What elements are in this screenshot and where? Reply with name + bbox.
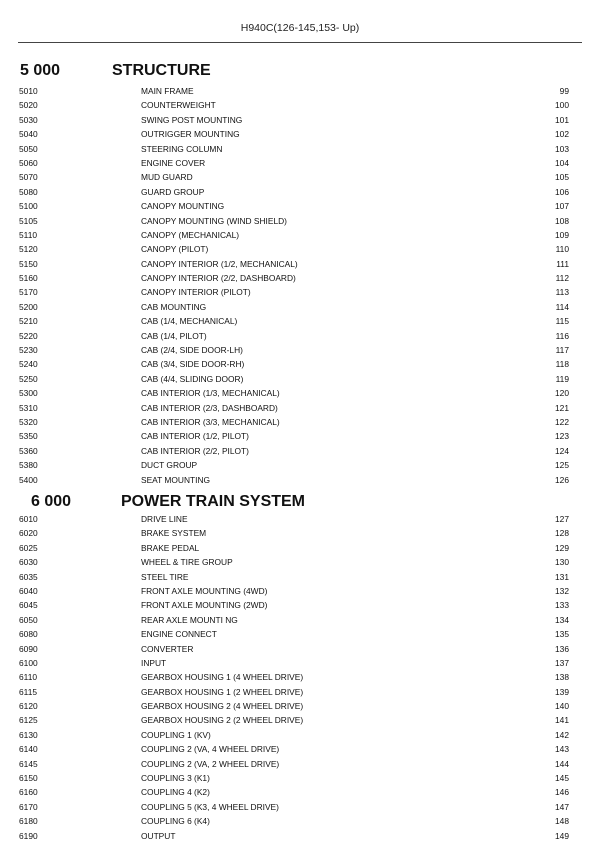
entry-title: GEARBOX HOUSING 2 (4 WHEEL DRIVE) — [141, 701, 304, 712]
toc-entry — [0, 113, 600, 127]
section-entries-power-train — [0, 512, 600, 843]
entry-code: 5360 — [19, 445, 38, 456]
toc-entry — [0, 285, 600, 299]
entry-title: COUPLING 1 (KV) — [141, 729, 211, 740]
section-heading-power-train — [0, 493, 600, 513]
entry-page-number: 132 — [555, 585, 569, 596]
entry-page-number: 116 — [555, 330, 569, 341]
entry-page-number: 148 — [555, 816, 569, 827]
document-title: H940C(126-145,153- Up) — [240, 22, 360, 34]
toc-entry — [0, 214, 600, 228]
entry-code: 5380 — [19, 460, 38, 471]
toc-entry — [0, 728, 600, 742]
toc-entry — [0, 757, 600, 771]
entry-title: REAR AXLE MOUNTI NG — [141, 614, 238, 625]
entry-code: 5170 — [19, 287, 38, 298]
entry-code: 5070 — [19, 172, 38, 183]
entry-title: COUPLING 2 (VA, 2 WHEEL DRIVE) — [141, 758, 280, 769]
entry-code: 6170 — [19, 801, 38, 812]
toc-entry — [0, 670, 600, 684]
entry-code: 6180 — [19, 816, 38, 827]
entry-title: CAB INTERIOR (2/2, PILOT) — [141, 445, 249, 456]
section-number: 6 000 — [31, 493, 72, 510]
entry-page-number: 130 — [555, 557, 569, 568]
toc-entry — [0, 771, 600, 785]
entry-page-number: 99 — [559, 86, 569, 96]
entry-title: COUNTERWEIGHT — [141, 100, 216, 111]
entry-page-number: 125 — [555, 460, 569, 471]
entry-code: 5210 — [19, 316, 38, 327]
toc-entry — [0, 170, 600, 184]
toc-entry — [0, 699, 600, 713]
entry-page-number: 101 — [555, 114, 569, 125]
toc-entry — [0, 142, 600, 156]
toc-entry — [0, 415, 600, 429]
entry-code: 5060 — [19, 157, 38, 168]
entry-title: COUPLING 5 (K3, 4 WHEEL DRIVE) — [141, 801, 279, 812]
entry-code: 5310 — [19, 402, 38, 413]
entry-title: FRONT AXLE MOUNTING (2WD) — [141, 600, 268, 611]
section-entries-structure — [0, 84, 600, 487]
toc-entry — [0, 742, 600, 756]
entry-code: 5320 — [19, 416, 38, 427]
entry-title: STEERING COLUMN — [141, 143, 223, 154]
entry-title: CAB (1/4, MECHANICAL) — [141, 316, 238, 327]
toc-entry — [0, 271, 600, 285]
entry-title: INPUT — [141, 657, 167, 668]
entry-title: MAIN FRAME — [141, 86, 194, 96]
entry-page-number: 104 — [555, 157, 569, 168]
toc-entry — [0, 613, 600, 627]
entry-code: 5230 — [19, 345, 38, 356]
entry-code: 6045 — [19, 600, 38, 611]
entry-page-number: 135 — [555, 629, 569, 640]
toc-entry — [0, 555, 600, 569]
entry-code: 6010 — [19, 514, 38, 524]
toc-entry — [0, 401, 600, 415]
entry-page-number: 106 — [555, 186, 569, 197]
entry-title: SEAT MOUNTING — [141, 474, 211, 485]
entry-page-number: 140 — [555, 701, 569, 712]
entry-code: 6035 — [19, 571, 38, 582]
entry-code: 5120 — [19, 244, 38, 255]
entry-page-number: 103 — [555, 143, 569, 154]
entry-page-number: 131 — [555, 571, 569, 582]
entry-code: 6100 — [19, 657, 38, 668]
entry-code: 6140 — [19, 744, 38, 755]
toc-entry — [0, 242, 600, 256]
entry-title: CAB INTERIOR (1/2, PILOT) — [141, 431, 249, 442]
entry-code: 6190 — [19, 830, 38, 841]
toc-entry — [0, 372, 600, 386]
toc-entry — [0, 685, 600, 699]
entry-page-number: 142 — [555, 729, 569, 740]
entry-page-number: 129 — [555, 542, 569, 553]
entry-title: CANOPY INTERIOR (2/2, DASHBOARD) — [141, 273, 296, 284]
toc-entry — [0, 185, 600, 199]
entry-page-number: 112 — [555, 273, 569, 284]
entry-code: 5200 — [19, 301, 38, 312]
entry-page-number: 119 — [555, 373, 569, 384]
entry-code: 6130 — [19, 729, 38, 740]
entry-page-number: 139 — [555, 686, 569, 697]
entry-code: 6025 — [19, 542, 38, 553]
entry-title: MUD GUARD — [141, 172, 193, 183]
entry-title: CAB (3/4, SIDE DOOR-RH) — [141, 359, 245, 370]
entry-code: 5020 — [19, 100, 38, 111]
toc-entry — [0, 127, 600, 141]
toc-entry — [0, 343, 600, 357]
entry-page-number: 120 — [555, 388, 569, 399]
entry-title: FRONT AXLE MOUNTING (4WD) — [141, 585, 268, 596]
entry-code: 5150 — [19, 258, 38, 269]
entry-page-number: 100 — [555, 100, 569, 111]
entry-title: CAB MOUNTING — [141, 301, 207, 312]
toc-entry — [0, 386, 600, 400]
entry-page-number: 145 — [555, 773, 569, 784]
entry-title: CAB (4/4, SLIDING DOOR) — [141, 373, 244, 384]
toc-entry — [0, 228, 600, 242]
toc-entry — [0, 156, 600, 170]
entry-title: CAB (2/4, SIDE DOOR-LH) — [141, 345, 243, 356]
entry-code: 5400 — [19, 474, 38, 485]
entry-title: CANOPY MOUNTING — [141, 201, 225, 212]
entry-title: ENGINE CONNECT — [141, 629, 217, 640]
entry-code: 5110 — [19, 229, 38, 240]
toc-entry — [0, 829, 600, 843]
entry-code: 6160 — [19, 787, 38, 798]
toc-entry — [0, 814, 600, 828]
entry-page-number: 127 — [555, 514, 569, 524]
entry-title: CAB INTERIOR (1/3, MECHANICAL) — [141, 388, 280, 399]
toc-entry — [0, 570, 600, 584]
toc-entry — [0, 199, 600, 213]
entry-page-number: 146 — [555, 787, 569, 798]
entry-code: 5240 — [19, 359, 38, 370]
toc-entry — [0, 785, 600, 799]
toc-entry — [0, 257, 600, 271]
section-title: POWER TRAIN SYSTEM — [121, 493, 306, 510]
entry-title: GUARD GROUP — [141, 186, 205, 197]
entry-title: OUTPUT — [141, 830, 176, 841]
entry-code: 6080 — [19, 629, 38, 640]
toc-entry — [0, 598, 600, 612]
entry-page-number: 149 — [555, 830, 569, 841]
entry-page-number: 138 — [555, 672, 569, 683]
entry-code: 6145 — [19, 758, 38, 769]
entry-page-number: 113 — [555, 287, 569, 298]
entry-code: 6030 — [19, 557, 38, 568]
section-title: STRUCTURE — [112, 62, 211, 79]
entry-title: GEARBOX HOUSING 2 (2 WHEEL DRIVE) — [141, 715, 304, 726]
toc-entry — [0, 512, 600, 526]
entry-code: 5100 — [19, 201, 38, 212]
entry-title: COUPLING 6 (K4) — [141, 816, 210, 827]
toc-entry — [0, 627, 600, 641]
entry-page-number: 128 — [555, 528, 569, 539]
entry-page-number: 136 — [555, 643, 569, 654]
entry-code: 6115 — [19, 686, 38, 697]
entry-title: OUTRIGGER MOUNTING — [141, 129, 240, 140]
toc-entry — [0, 429, 600, 443]
entry-title: CAB (1/4, PILOT) — [141, 330, 207, 341]
entry-code: 6090 — [19, 643, 38, 654]
entry-page-number: 141 — [555, 715, 569, 726]
entry-title: DRIVE LINE — [141, 514, 188, 524]
toc-entry — [0, 642, 600, 656]
entry-page-number: 124 — [555, 445, 569, 456]
entry-title: WHEEL & TIRE GROUP — [141, 557, 233, 568]
toc-entry — [0, 357, 600, 371]
entry-code: 6020 — [19, 528, 38, 539]
entry-code: 5050 — [19, 143, 38, 154]
entry-code: 6150 — [19, 773, 38, 784]
entry-title: COUPLING 3 (K1) — [141, 773, 210, 784]
entry-page-number: 105 — [555, 172, 569, 183]
entry-page-number: 102 — [555, 129, 569, 140]
entry-title: CANOPY INTERIOR (PILOT) — [141, 287, 251, 298]
entry-page-number: 123 — [555, 431, 569, 442]
entry-code: 6110 — [19, 672, 38, 683]
entry-page-number: 111 — [556, 258, 569, 269]
toc-entry — [0, 656, 600, 670]
entry-page-number: 144 — [555, 758, 569, 769]
entry-page-number: 107 — [555, 201, 569, 212]
section-number: 5 000 — [20, 62, 61, 79]
entry-page-number: 134 — [555, 614, 569, 625]
toc-entry — [0, 526, 600, 540]
entry-title: CANOPY (MECHANICAL) — [141, 229, 240, 240]
entry-code: 5030 — [19, 114, 38, 125]
entry-page-number: 114 — [555, 301, 569, 312]
entry-title: COUPLING 4 (K2) — [141, 787, 210, 798]
entry-code: 5250 — [19, 373, 38, 384]
entry-page-number: 115 — [555, 316, 569, 327]
toc-entry — [0, 713, 600, 727]
entry-title: ENGINE COVER — [141, 157, 206, 168]
toc-entry — [0, 541, 600, 555]
entry-title: GEARBOX HOUSING 1 (2 WHEEL DRIVE) — [141, 686, 304, 697]
entry-code: 5300 — [19, 388, 38, 399]
entry-title: GEARBOX HOUSING 1 (4 WHEEL DRIVE) — [141, 672, 304, 683]
entry-title: SWING POST MOUNTING — [141, 114, 243, 125]
toc-entry — [0, 300, 600, 314]
entry-title: BRAKE PEDAL — [141, 542, 200, 553]
entry-title: CAB INTERIOR (3/3, MECHANICAL) — [141, 416, 280, 427]
entry-title: COUPLING 2 (VA, 4 WHEEL DRIVE) — [141, 744, 280, 755]
entry-title: BRAKE SYSTEM — [141, 528, 207, 539]
toc-entry — [0, 473, 600, 487]
entry-code: 5080 — [19, 186, 38, 197]
entry-code: 5160 — [19, 273, 38, 284]
entry-title: STEEL TIRE — [141, 571, 189, 582]
entry-page-number: 110 — [555, 244, 569, 255]
entry-page-number: 109 — [555, 229, 569, 240]
entry-page-number: 108 — [555, 215, 569, 226]
section-heading-structure — [0, 62, 600, 82]
entry-code: 5220 — [19, 330, 38, 341]
entry-code: 5040 — [19, 129, 38, 140]
entry-title: CONVERTER — [141, 643, 194, 654]
entry-page-number: 118 — [555, 359, 569, 370]
entry-code: 5350 — [19, 431, 38, 442]
entry-title: CANOPY INTERIOR (1/2, MECHANICAL) — [141, 258, 298, 269]
entry-title: CANOPY MOUNTING (WIND SHIELD) — [141, 215, 287, 226]
toc-entry — [0, 584, 600, 598]
entry-page-number: 122 — [555, 416, 569, 427]
entry-page-number: 133 — [555, 600, 569, 611]
toc-entry — [0, 458, 600, 472]
entry-page-number: 126 — [555, 474, 569, 485]
toc-entry — [0, 329, 600, 343]
entry-code: 5010 — [19, 86, 38, 96]
entry-page-number: 117 — [555, 345, 569, 356]
toc-entry — [0, 98, 600, 112]
toc-entry — [0, 84, 600, 98]
entry-page-number: 143 — [555, 744, 569, 755]
entry-page-number: 147 — [555, 801, 569, 812]
toc-entry — [0, 314, 600, 328]
entry-code: 6125 — [19, 715, 38, 726]
entry-page-number: 137 — [555, 657, 569, 668]
toc-entry — [0, 800, 600, 814]
entry-page-number: 121 — [555, 402, 569, 413]
entry-code: 6050 — [19, 614, 38, 625]
entry-title: DUCT GROUP — [141, 460, 198, 471]
entry-title: CANOPY (PILOT) — [141, 244, 209, 255]
entry-code: 5105 — [19, 215, 38, 226]
entry-code: 6120 — [19, 701, 38, 712]
entry-code: 6040 — [19, 585, 38, 596]
toc-entry — [0, 444, 600, 458]
entry-title: CAB INTERIOR (2/3, DASHBOARD) — [141, 402, 278, 413]
header-divider — [18, 42, 582, 43]
